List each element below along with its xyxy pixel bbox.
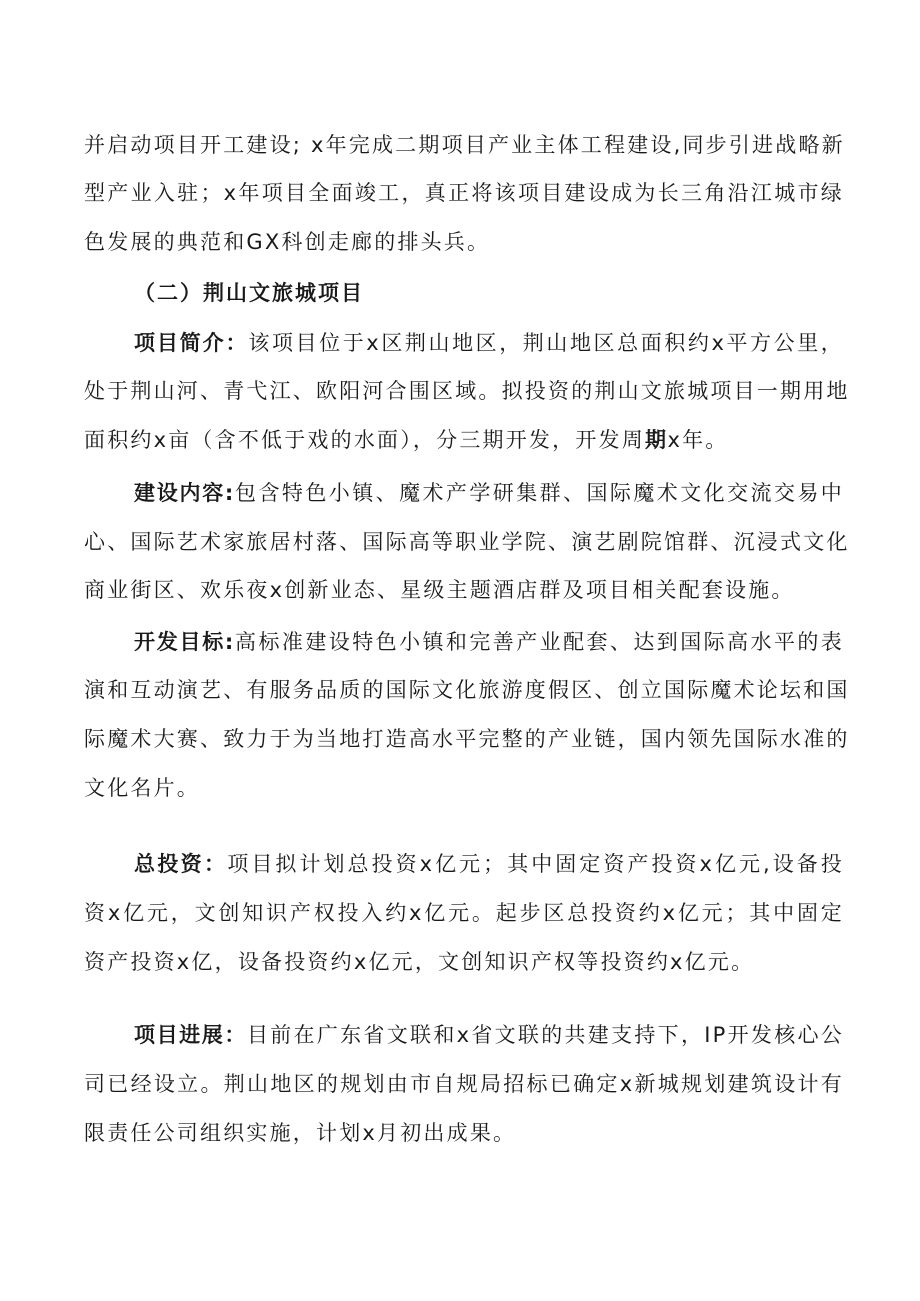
investment-line: 资x亿元，文创知识产权投入约x亿元。起步区总投资约x亿元；其中固定 [84,901,844,925]
intro-line [134,328,844,358]
goal-label: 开发目标: [134,630,235,654]
goal-line [134,627,844,657]
progress-line: 限责任公司组织实施，计划x月初出成果。 [84,1121,517,1145]
intro-label: 项目简介： [134,331,249,355]
investment-text: 项目拟计划总投资x亿元；其中固定资产投资x亿元,设备投 [227,852,844,876]
goal-line: 文化名片。 [84,776,200,800]
progress-line [134,1020,844,1050]
investment-label: 总投资： [134,852,228,876]
intro-line [84,425,844,455]
paragraph-line: 色发展的典范和GX科创走廊的排头兵。 [84,230,491,254]
intro-text: x年。 [667,428,729,452]
intro-text: 面积约x亩（含不低于戏的水面），分三期开发，开发周 [84,428,645,452]
construction-text: 包含特色小镇、魔术产学研集群、国际魔术文化交流交易中 [234,481,844,505]
construction-line [134,478,844,508]
intro-line: 处于荆山河、青弋江、欧阳河合围区域。拟投资的荆山文旅城项目一期用地 [84,379,850,403]
investment-line [134,849,844,879]
progress-label: 项目进展： [134,1023,247,1047]
intro-text: 该项目位于x区荆山地区，荆山地区总面积约x平方公里， [248,331,844,355]
investment-line: 资产投资x亿，设备投资约x亿元，文创知识产权等投资约x亿元。 [84,950,755,974]
paragraph-line: 型产业入驻；x年项目全面竣工，真正将该项目建设成为长三角沿江城市绿 [84,181,844,205]
construction-line: 心、国际艺术家旅居村落、国际高等职业学院、演艺剧院馆群、沉浸式文化 [84,530,850,554]
goal-text: 高标准建设特色小镇和完善产业配套、达到国际高水平的表 [234,630,844,654]
goal-line: 际魔术大赛、致力于为当地打造高水平完整的产业链，国内领先国际水准的 [84,727,850,751]
construction-label: 建设内容: [134,481,235,505]
progress-line: 司已经设立。荆山地区的规划由市自规局招标已确定x新城规划建筑设计有 [84,1072,844,1096]
intro-bold-char: 期 [644,428,668,452]
progress-text: 目前在广东省文联和x省文联的共建支持下，IP开发核心公 [246,1023,844,1047]
construction-line: 商业街区、欢乐夜x创新业态、星级主题酒店群及项目相关配套设施。 [84,578,795,602]
section-heading: （二）荆山文旅城项目 [134,281,364,305]
paragraph-line: 并启动项目开工建设; x年完成二期项目产业主体工程建设,同步引进战略新 [84,133,845,157]
goal-line: 演和互动演艺、有服务品质的国际文化旅游度假区、创立国际魔术论坛和国 [84,678,850,702]
